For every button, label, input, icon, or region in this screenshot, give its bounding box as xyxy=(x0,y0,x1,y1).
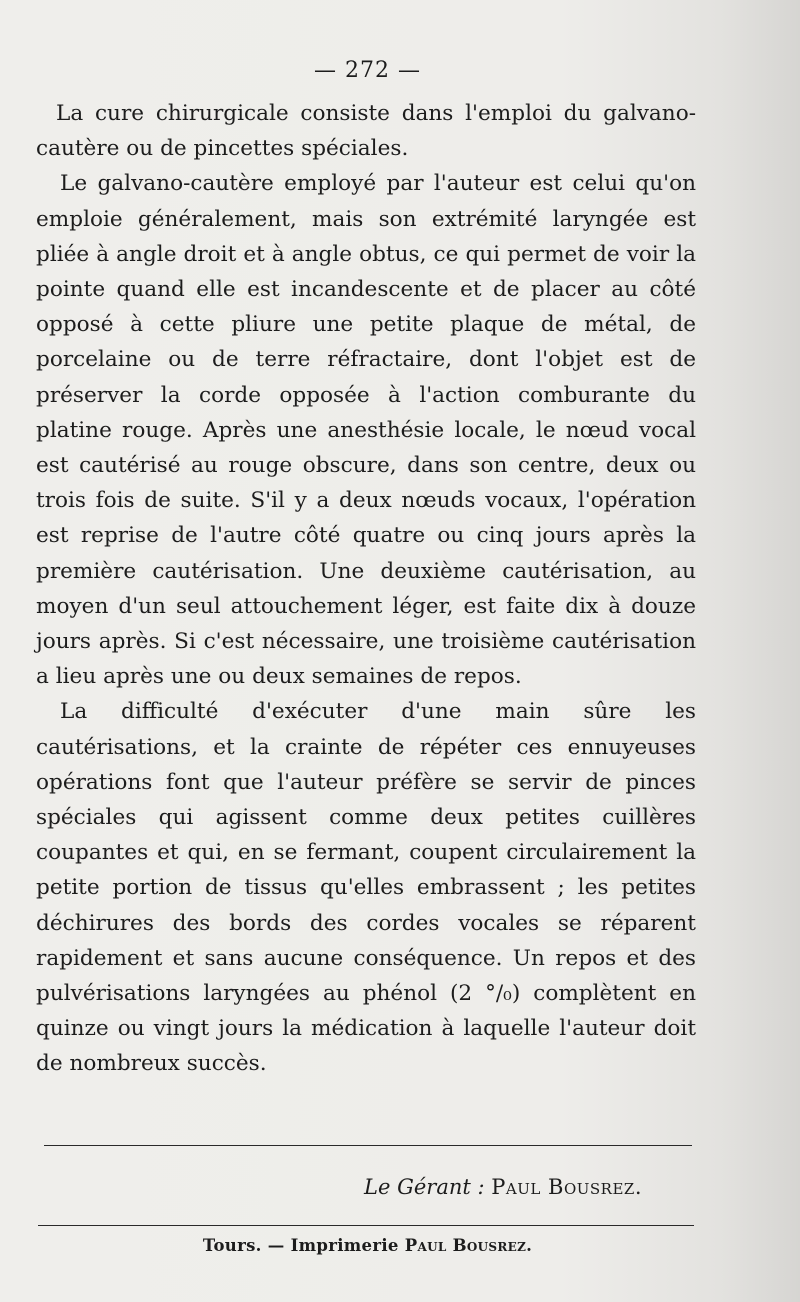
paragraph-3: La difficulté d'exécuter d'une main sûre les cautérisations, et la crainte de répéter ces ennuyeuses opérations font que l'auteur préfère se servir de pinces spéciales qui agissent comme deux petites cuillères coupantes et qui, en se fermant, coupent circulairement la petite portion de tissus qu'elles embrassent ; les petites déchirures des bords des cordes vocales se réparent rapidement et sans aucune conséquence. Un repos et des pulvérisations laryngées au phénol (2 °/₀) complètent en quinze ou vingt jours la médication à laquelle l'auteur doit de nombreux succès. xyxy=(36,699,696,1077)
signature-role: Le Gérant : xyxy=(364,1175,485,1199)
body-text xyxy=(36,96,696,1082)
paragraph-1: La cure chirurgicale consiste dans l'emploi du galvano-cautère ou de pincettes spéciales. xyxy=(36,101,696,162)
paragraph-2: Le galvano-cautère employé par l'auteur est celui qu'on emploie généralement, mais son extrémité laryngée est pliée à angle droit et à angle obtus, ce qui permet de voir la pointe quand elle est incandescente et de placer au côté opposé à cette pliure une petite plaque de métal, de porcelaine ou de terre réfractaire, dont l'objet est de préserver la corde opposée à l'action comburante du platine rouge. Après une anesthésie locale, le nœud vocal est cautérisé au rouge obscure, dans son centre, deux ou trois fois de suite. S'il y a deux nœuds vocaux, l'opération est reprise de l'autre côté quatre ou cinq jours après la première cautérisation. Une deuxième cautérisation, au moyen d'un seul attouchement léger, est faite dix à douze jours après. Si c'est nécessaire, une troisième cautérisation a lieu après une ou deux semaines de repos. xyxy=(36,171,696,690)
imprint-prefix: Tours. — Imprimerie xyxy=(202,1236,399,1255)
signature-name: Paul Bousrez. xyxy=(491,1175,642,1199)
printer-imprint xyxy=(0,1236,735,1255)
top-divider xyxy=(44,1145,692,1146)
imprint-printer: Paul Bousrez. xyxy=(404,1236,533,1255)
signature-line xyxy=(364,1175,642,1199)
bottom-divider xyxy=(38,1225,694,1226)
page-number: — 272 — xyxy=(314,58,421,83)
